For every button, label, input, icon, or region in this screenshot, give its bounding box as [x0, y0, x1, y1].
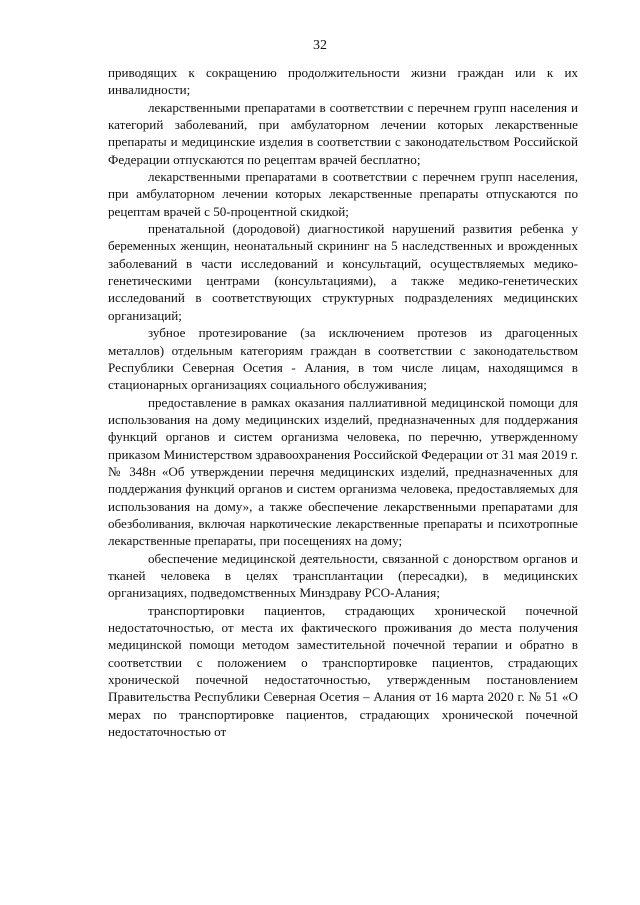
page-number: 32: [313, 38, 327, 53]
paragraph-dental-prosthetics: зубное протезирование (за исключением протезов из драгоценных металлов) отдельным категориям граждан в соответствии с законодательством Республики Северная Осетия - Алания, в том числе лицам, находящимся в стационарных организациях социального обслуживания;: [108, 325, 578, 393]
paragraph-palliative-care: предоставление в рамках оказания паллиативной медицинской помощи для использования на дому медицинских изделий, предназначенных для поддержания функций органов и систем организма человека, по перечню, утвержденному приказом Министерством здравоохранения Российской Федерации от 31 мая 2019 г. № 348н «Об утверждении перечня медицинских изделий, предназначенных для поддержания функций органов и систем организма человека, предоставляемых для использования на дому», а также обеспечение лекарственными препаратами для обезболивания, включая наркотические лекарственные препараты и психотропные лекарственные препараты, при посещениях на дому;: [108, 394, 578, 549]
paragraph-free-medicines: лекарственными препаратами в соответствии с перечнем групп населения и категорий заболеваний, при амбулаторном лечении которых лекарственные препараты и медицинские изделия в соответствии с законодательством Российской Федерации отпускаются по рецептам врачей бесплатно;: [108, 99, 578, 167]
document-body: [108, 64, 578, 740]
paragraph-prenatal-diagnostics: пренатальной (дородовой) диагностикой нарушений развития ребенка у беременных женщин, неонатальный скрининг на 5 наследственных и врожденных заболеваний в части исследований и консультаций, осуществляемых медико-генетическими центрами (консультациями), а также медико-генетических исследований в соответствующих структурных подразделениях медицинских организаций;: [108, 221, 578, 323]
paragraph-continuation: приводящих к сокращению продолжительности жизни граждан или к их инвалидности;: [108, 65, 578, 98]
paragraph-patient-transport: транспортировки пациентов, страдающих хронической почечной недостаточностью, от места их фактического проживания до места получения медицинской помощи методом заместительной почечной терапии и обратно в соответствии с положением о транспортировке пациентов, страдающих хронической почечной недостаточностью, утвержденным постановлением Правительства Республики Северная Осетия – Алания от 16 марта 2020 г. № 51 «О мерах по транспортировке пациентов, страдающих хронической почечной недостаточностью от: [108, 602, 578, 740]
paragraph-organ-donation: обеспечение медицинской деятельности, связанной с донорством органов и тканей человека в целях трансплантации (пересадки), в медицинских организациях, подведомственных Минздраву РСО-Алания;: [108, 550, 578, 601]
paragraph-discount-medicines: лекарственными препаратами в соответствии с перечнем групп населения, при амбулаторном лечении которых лекарственные препараты отпускаются по рецептам врачей с 50-процентной скидкой;: [108, 169, 578, 219]
